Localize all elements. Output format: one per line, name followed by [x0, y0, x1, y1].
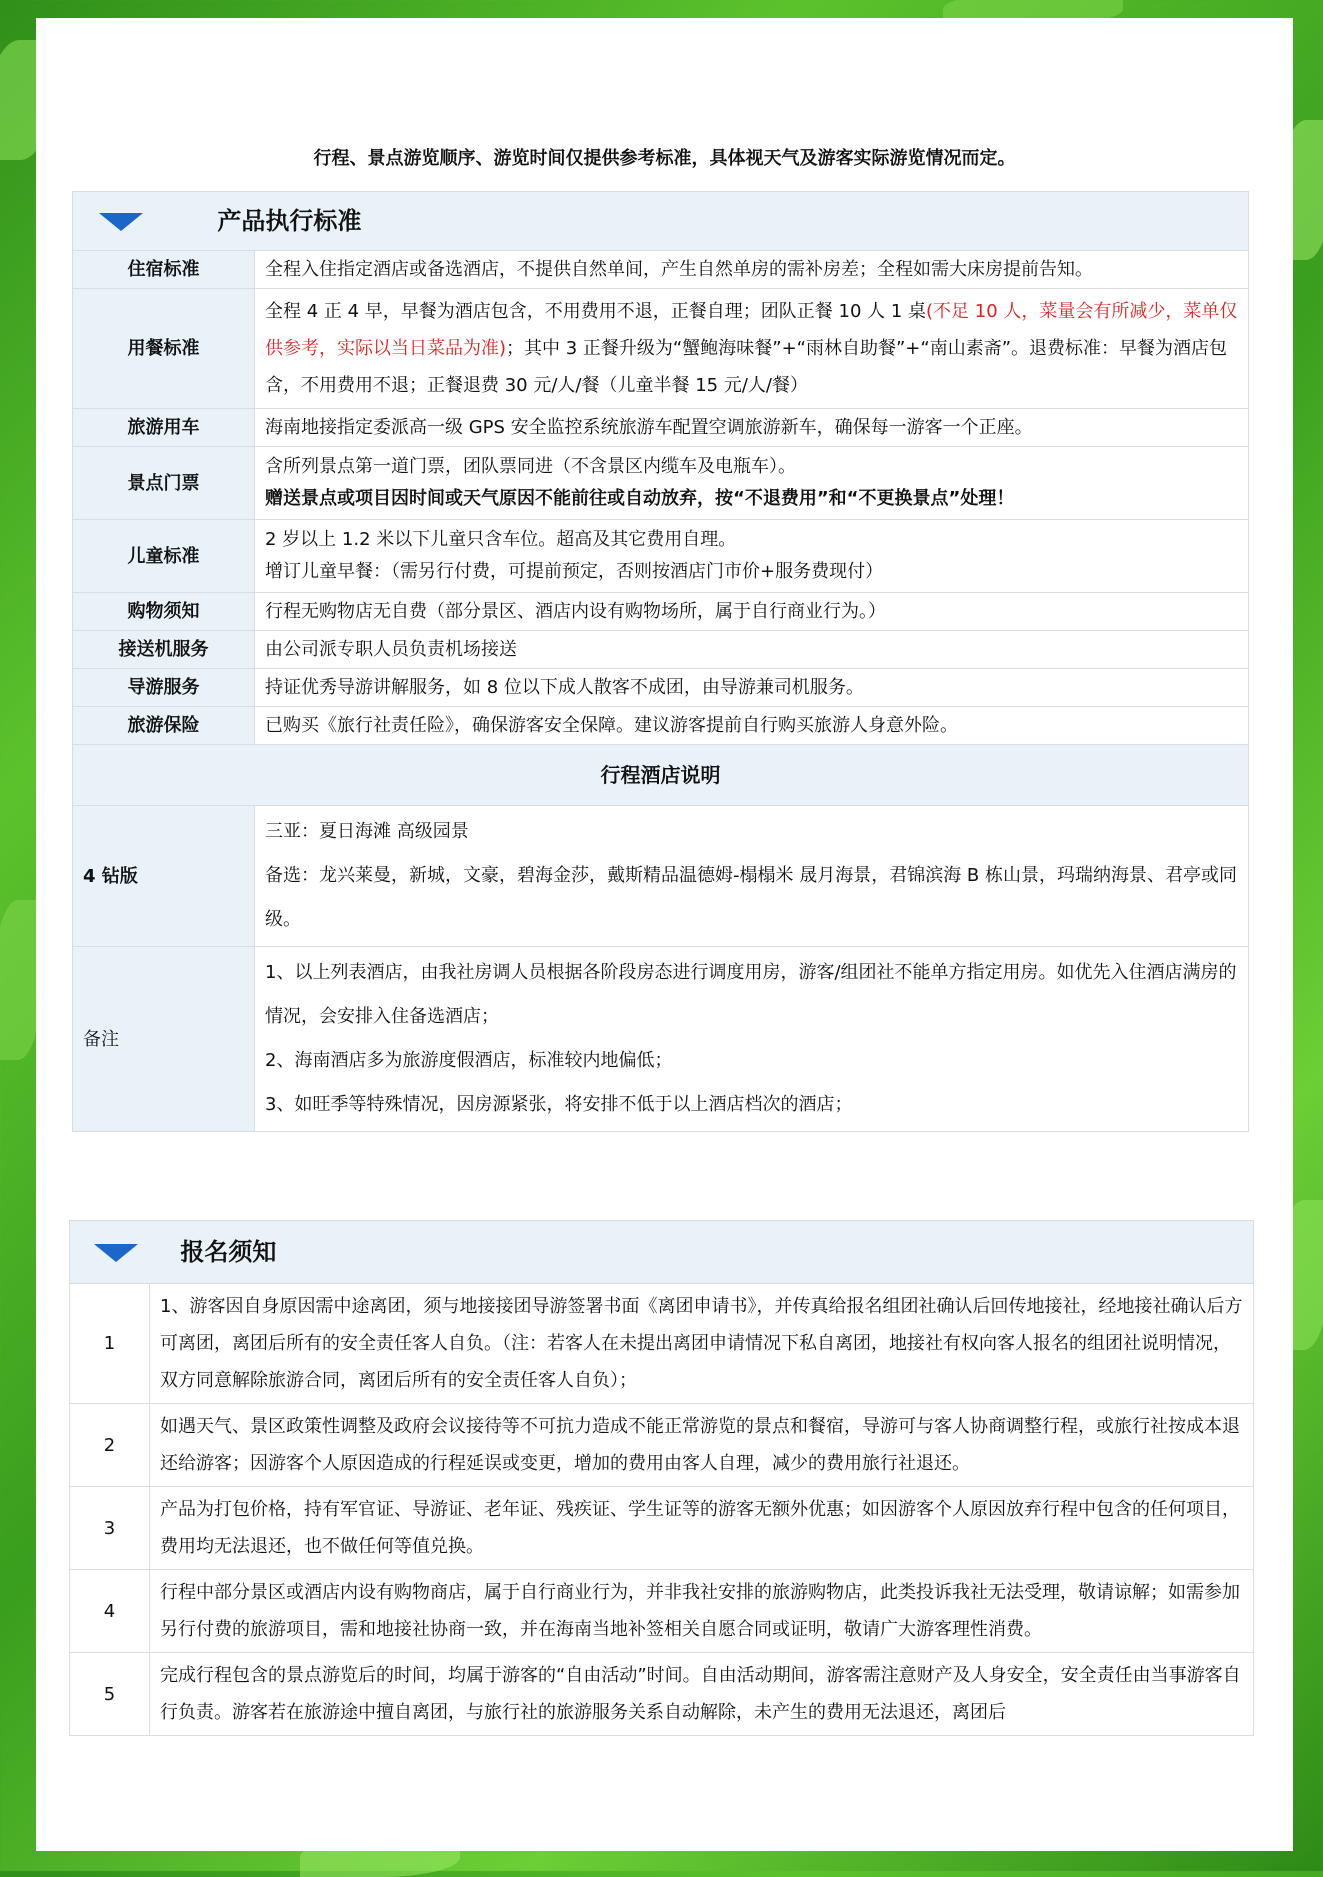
row-label: 用餐标准	[73, 289, 255, 409]
hotel-line-1: 三亚：夏日海滩 高级园景	[265, 821, 469, 842]
table-row	[73, 669, 1249, 707]
table-row	[73, 251, 1249, 289]
item-text: 产品为打包价格，持有军官证、导游证、老年证、残疾证、学生证等的游客无额外优惠；如因游客个人原因放弃行程中包含的任何项目，费用均无法退还，也不做任何等值兑换。	[150, 1487, 1254, 1570]
child-line-1: 2 岁以上 1.2 米以下儿童只含车位。超高及其它费用自理。	[265, 529, 737, 550]
row-label: 导游服务	[73, 669, 255, 707]
signup-title: 报名须知	[180, 1237, 277, 1266]
table-row	[73, 947, 1249, 1132]
child-content	[255, 520, 1249, 593]
row-label: 旅游保险	[73, 707, 255, 745]
standards-header	[73, 192, 1249, 251]
item-number: 2	[70, 1404, 150, 1487]
ticket-content	[255, 447, 1249, 520]
row-label: 旅游用车	[73, 409, 255, 447]
table-row	[73, 593, 1249, 631]
remark-line: 2、海南酒店多为旅游度假酒店，标准较内地偏低；	[265, 1050, 673, 1071]
triangle-down-icon	[94, 1244, 138, 1262]
row-label: 接送机服务	[73, 631, 255, 669]
table-row	[73, 520, 1249, 593]
signup-notice-table	[69, 1220, 1254, 1736]
hotel-line-2: 备选：龙兴莱曼，新城，文豪，碧海金莎，戴斯精品温德姆-榻榻米 晟月海景，君锦滨海 B 栋山景，玛瑞纳海景、君亭或同级。	[265, 865, 1238, 930]
signup-header	[70, 1221, 1254, 1284]
meal-content	[255, 289, 1249, 409]
row-content: 行程无购物店无自费（部分景区、酒店内设有购物场所，属于自行商业行为。）	[255, 593, 1249, 631]
row-label: 儿童标准	[73, 520, 255, 593]
remark-line: 1、以上列表酒店，由我社房调人员根据各阶段房态进行调度用房，游客/组团社不能单方指定用房。如优先入住酒店满房的情况，会安排入住备选酒店；	[265, 962, 1237, 1027]
item-number: 4	[70, 1570, 150, 1653]
table-row	[73, 631, 1249, 669]
remark-content	[255, 947, 1249, 1132]
row-content: 持证优秀导游讲解服务，如 8 位以下成人散客不成团，由导游兼司机服务。	[255, 669, 1249, 707]
row-content: 全程入住指定酒店或备选酒店，不提供自然单间，产生自然单房的需补房差；全程如需大床房提前告知。	[255, 251, 1249, 289]
table-row	[73, 409, 1249, 447]
row-label: 景点门票	[73, 447, 255, 520]
row-content: 海南地接指定委派高一级 GPS 安全监控系统旅游车配置空调旅游新车，确保每一游客一个正座。	[255, 409, 1249, 447]
table-row	[70, 1570, 1254, 1653]
table-row	[73, 447, 1249, 520]
row-label: 购物须知	[73, 593, 255, 631]
table-row	[73, 707, 1249, 745]
ticket-text-bold: 赠送景点或项目因时间或天气原因不能前往或自动放弃，按“不退费用”和“不更换景点”处理！	[265, 488, 1015, 509]
ticket-text: 含所列景点第一道门票，团队票同进（不含景区内缆车及电瓶车）。	[265, 456, 796, 477]
item-number: 3	[70, 1487, 150, 1570]
row-content: 已购买《旅行社责任险》，确保游客安全保障。建议游客提前自行购买旅游人身意外险。	[255, 707, 1249, 745]
row-label: 住宿标准	[73, 251, 255, 289]
hotel-content	[255, 806, 1249, 947]
child-line-2: 增订儿童早餐：（需另行付费，可提前预定，否则按酒店门市价+服务费现付）	[265, 561, 884, 582]
row-content: 由公司派专职人员负责机场接送	[255, 631, 1249, 669]
table-row	[70, 1487, 1254, 1570]
table-row	[73, 289, 1249, 409]
meal-text-red: (不足 10 人，菜量会有所减少，菜单仅供参考，实际以当日菜品为准)	[265, 301, 1238, 359]
document-page	[36, 18, 1293, 1851]
item-text: 行程中部分景区或酒店内设有购物商店，属于自行商业行为，并非我社安排的旅游购物店，此类投诉我社无法受理，敬请谅解；如需参加另行付费的旅游项目，需和地接社协商一致，并在海南当地补签相关自愿合同或证明，敬请广大游客理性消费。	[150, 1570, 1254, 1653]
itinerary-notice: 行程、景点游览顺序、游览时间仅提供参考标准，具体视天气及游客实际游览情况而定。	[313, 148, 1016, 169]
triangle-down-icon	[99, 213, 143, 231]
item-text: 完成行程包含的景点游览后的时间，均属于游客的“自由活动”时间。自由活动期间，游客需注意财产及人身安全，安全责任由当事游客自行负责。游客若在旅游途中擅自离团，与旅行社的旅游服务关系自动解除，未产生的费用无法退还，离团后	[150, 1653, 1254, 1736]
table-row	[70, 1404, 1254, 1487]
hotel-version-label: 4 钻版	[73, 806, 255, 947]
table-row	[73, 806, 1249, 947]
meal-text-b: ；其中 3 正餐升级为“蟹鲍海味餐”+“雨林自助餐”+“南山素斋”。退费标准：早餐为酒店包含，不用费用不退；正餐退费 30 元/人/餐（儿童半餐 15 元/人/餐）	[265, 338, 1228, 396]
item-number: 5	[70, 1653, 150, 1736]
remark-label: 备注	[73, 947, 255, 1132]
meal-text-a: 全程 4 正 4 早，早餐为酒店包含，不用费用不退，正餐自理；团队正餐 10 人 1 桌	[265, 301, 927, 322]
item-number: 1	[70, 1284, 150, 1404]
item-text: 如遇天气、景区政策性调整及政府会议接待等不可抗力造成不能正常游览的景点和餐宿，导游可与客人协商调整行程，或旅行社按成本退还给游客；因游客个人原因造成的行程延误或变更，增加的费用由客人自理，减少的费用旅行社退还。	[150, 1404, 1254, 1487]
hotels-title: 行程酒店说明	[73, 745, 1249, 806]
table-row	[70, 1284, 1254, 1404]
remark-line: 3、如旺季等特殊情况，因房源紧张，将安排不低于以上酒店档次的酒店；	[265, 1094, 853, 1115]
item-text: 1、游客因自身原因需中途离团，须与地接接团导游签署书面《离团申请书》，并传真给报名组团社确认后回传地接社，经地接社确认后方可离团，离团后所有的安全责任客人自负。（注：若客人在未提出离团申请情况下私自离团，地接社有权向客人报名的组团社说明情况，双方同意解除旅游合同，离团后所有的安全责任客人自负）；	[150, 1284, 1254, 1404]
standards-title: 产品执行标准	[217, 206, 362, 235]
product-standards-table	[72, 191, 1249, 1132]
table-row	[70, 1653, 1254, 1736]
